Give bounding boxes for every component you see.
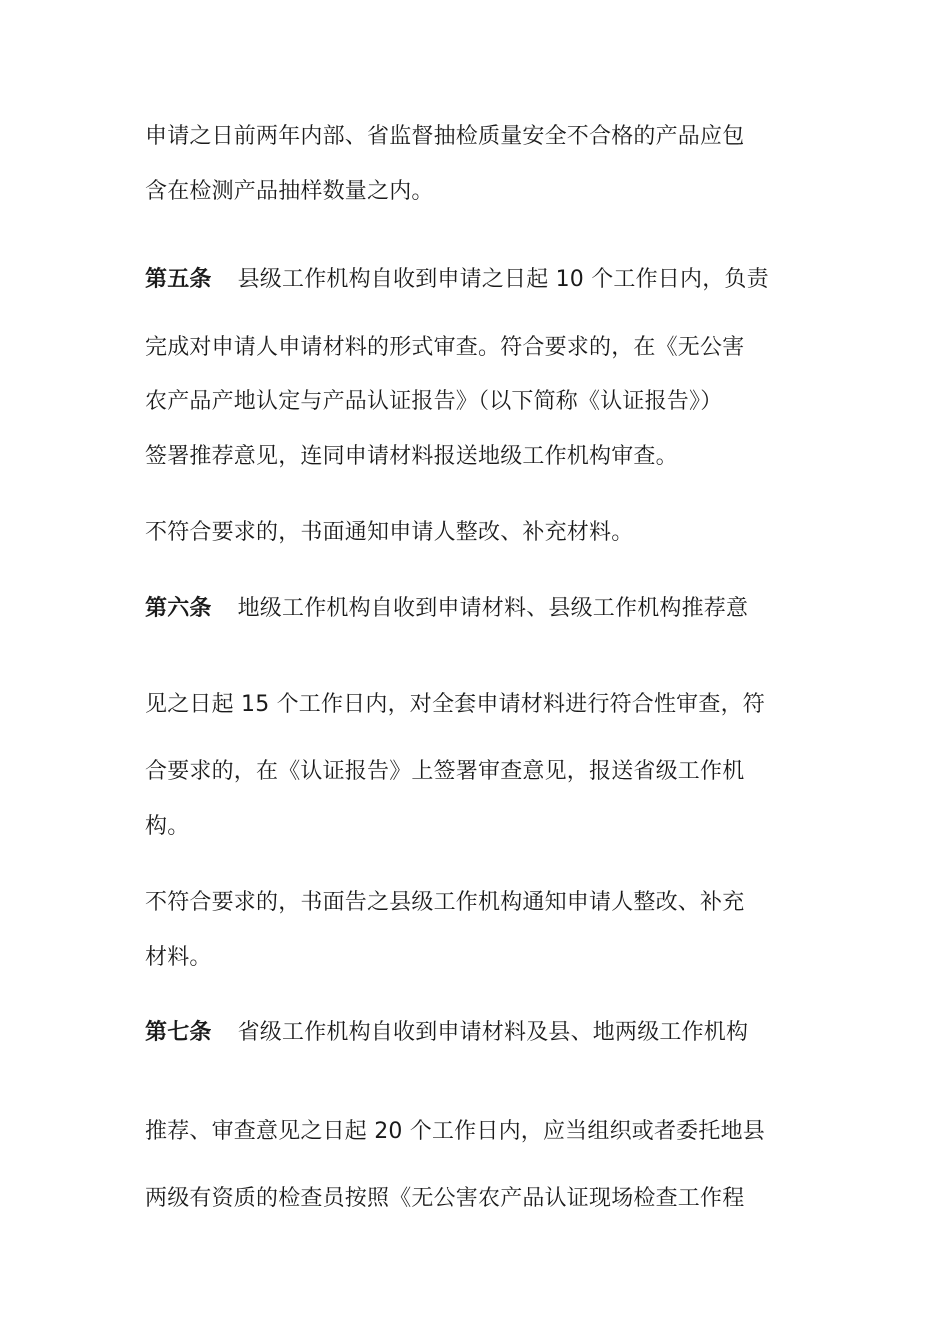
line-text: 见之日起 15 个工作日内，对全套申请材料进行符合性审查，符 <box>145 692 765 717</box>
line-text: 申请之日前两年内部、省监督抽检质量安全不合格的产品应包 <box>145 124 745 149</box>
line-text: 推荐、审查意见之日起 20 个工作日内，应当组织或者委托地县 <box>145 1119 765 1144</box>
text-line <box>145 177 434 207</box>
line-text: 农产品产地认定与产品认证报告》（以下简称《认证报告》） <box>145 389 723 414</box>
line-text: 完成对申请人申请材料的形式审查。符合要求的，在《无公害 <box>145 335 745 360</box>
text-line <box>145 943 212 973</box>
line-text: 含在检测产品抽样数量之内。 <box>145 179 434 204</box>
text-line <box>145 1184 744 1214</box>
text-line <box>145 518 633 548</box>
line-text: 两级有资质的检查员按照《无公害农产品认证现场检查工作程 <box>145 1186 745 1211</box>
article-six-label: 第六条 <box>145 596 212 621</box>
line-text: 县级工作机构自收到申请之日起 10 个工作日内，负责 <box>237 267 769 292</box>
article-five-label: 第五条 <box>145 267 212 292</box>
line-text: 不符合要求的，书面通知申请人整改、补充材料。 <box>145 520 634 545</box>
line-text: 签署推荐意见，连同申请材料报送地级工作机构审查。 <box>145 444 678 469</box>
text-line <box>145 333 744 363</box>
line-text: 不符合要求的，书面告之县级工作机构通知申请人整改、补充 <box>145 890 745 915</box>
text-line <box>145 387 722 417</box>
text-line <box>145 122 744 152</box>
text-line <box>145 690 765 720</box>
article-seven-label: 第七条 <box>145 1020 212 1045</box>
article-five-heading-line <box>145 265 769 295</box>
text-line <box>145 757 744 787</box>
article-six-heading-line <box>145 594 748 624</box>
text-line <box>145 442 678 472</box>
text-line <box>145 812 189 842</box>
line-text: 构。 <box>145 814 190 839</box>
line-text: 地级工作机构自收到申请材料、县级工作机构推荐意 <box>237 596 749 621</box>
line-text: 材料。 <box>145 945 212 970</box>
line-text: 省级工作机构自收到申请材料及县、地两级工作机构 <box>237 1020 749 1045</box>
article-seven-heading-line <box>145 1018 748 1048</box>
text-line <box>145 888 744 918</box>
text-line <box>145 1117 765 1147</box>
line-text: 合要求的，在《认证报告》上签署审查意见，报送省级工作机 <box>145 759 745 784</box>
